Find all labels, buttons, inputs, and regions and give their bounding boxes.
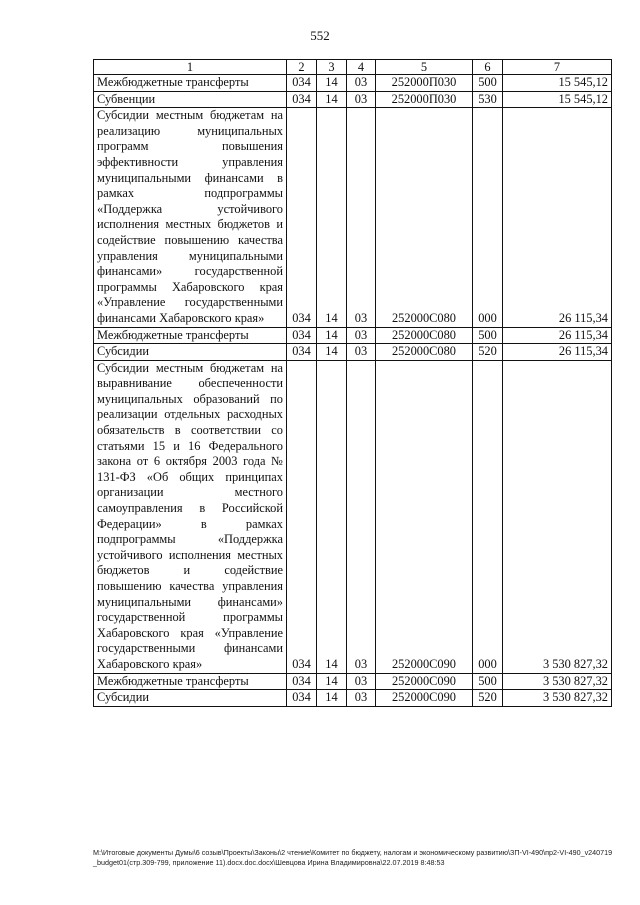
amount-cell: 26 115,34 — [503, 108, 612, 327]
target-article-cell: 252000П030 — [376, 91, 473, 108]
expense-type-cell: 500 — [473, 75, 503, 92]
target-article-cell: 252000С080 — [376, 327, 473, 344]
amount-cell: 26 115,34 — [503, 344, 612, 361]
subsection-code-cell: 03 — [347, 108, 376, 327]
row-name-cell: Субвенции — [94, 91, 287, 108]
section-code-cell: 14 — [317, 360, 347, 673]
table-header-row — [94, 60, 612, 75]
ministry-code-cell: 034 — [287, 108, 317, 327]
row-name-cell: Субсидии — [94, 690, 287, 707]
section-code-cell: 14 — [317, 75, 347, 92]
subsection-code-cell: 03 — [347, 360, 376, 673]
expense-type-cell: 500 — [473, 327, 503, 344]
table-row — [94, 673, 612, 690]
expense-type-cell: 500 — [473, 673, 503, 690]
row-name-cell: Субсидии местным бюджетам на выравнивание обеспеченности муниципальных образований по реализации отдельных расходных обязательств в соответствии со статьями 15 и 16 Федерального закона от 6 октября 2003 года № 131-ФЗ «Об общих принципах организации местного самоуправления в Российской Федерации» в рамках подпрограммы «Поддержка устойчивого исполнения местных бюджетов и содействие повышению качества управления муниципальными финансами» государственной программы Хабаровского края «Управление государственными финансами Хабаровского края» — [94, 360, 287, 673]
amount-cell: 3 530 827,32 — [503, 360, 612, 673]
column-header: 4 — [347, 60, 376, 75]
table-row — [94, 690, 612, 707]
amount-cell: 3 530 827,32 — [503, 673, 612, 690]
section-code-cell: 14 — [317, 91, 347, 108]
section-code-cell: 14 — [317, 108, 347, 327]
subsection-code-cell: 03 — [347, 344, 376, 361]
table-row — [94, 75, 612, 92]
ministry-code-cell: 034 — [287, 344, 317, 361]
row-name-cell: Межбюджетные трансферты — [94, 327, 287, 344]
subsection-code-cell: 03 — [347, 75, 376, 92]
column-header: 2 — [287, 60, 317, 75]
ministry-code-cell: 034 — [287, 360, 317, 673]
expense-type-cell: 530 — [473, 91, 503, 108]
column-header: 6 — [473, 60, 503, 75]
row-name-cell: Межбюджетные трансферты — [94, 673, 287, 690]
target-article-cell: 252000С090 — [376, 360, 473, 673]
subsection-code-cell: 03 — [347, 327, 376, 344]
expense-type-cell: 520 — [473, 344, 503, 361]
column-header: 7 — [503, 60, 612, 75]
row-name-cell: Субсидии местным бюджетам на реализацию муниципальных программ повышения эффективности управления муниципальными финансами в рамках подпрограммы «Поддержка устойчивого исполнения местных бюджетов и содействие повышению качества управления муниципальными финансами» государственной программы Хабаровского края «Управление государственными финансами Хабаровского края» — [94, 108, 287, 327]
column-header: 3 — [317, 60, 347, 75]
expense-type-cell: 000 — [473, 108, 503, 327]
section-code-cell: 14 — [317, 673, 347, 690]
table-row — [94, 327, 612, 344]
amount-cell: 26 115,34 — [503, 327, 612, 344]
ministry-code-cell: 034 — [287, 75, 317, 92]
ministry-code-cell: 034 — [287, 690, 317, 707]
ministry-code-cell: 034 — [287, 91, 317, 108]
table-row — [94, 91, 612, 108]
expense-type-cell: 520 — [473, 690, 503, 707]
section-code-cell: 14 — [317, 327, 347, 344]
amount-cell: 15 545,12 — [503, 91, 612, 108]
row-name-cell: Межбюджетные трансферты — [94, 75, 287, 92]
ministry-code-cell: 034 — [287, 673, 317, 690]
section-code-cell: 14 — [317, 690, 347, 707]
table-row — [94, 108, 612, 327]
row-name-cell: Субсидии — [94, 344, 287, 361]
amount-cell: 3 530 827,32 — [503, 690, 612, 707]
target-article-cell: 252000С080 — [376, 108, 473, 327]
target-article-cell: 252000П030 — [376, 75, 473, 92]
target-article-cell: 252000С090 — [376, 690, 473, 707]
table-row — [94, 344, 612, 361]
expense-type-cell: 000 — [473, 360, 503, 673]
subsection-code-cell: 03 — [347, 673, 376, 690]
column-header: 1 — [94, 60, 287, 75]
column-header: 5 — [376, 60, 473, 75]
section-code-cell: 14 — [317, 344, 347, 361]
budget-table — [93, 59, 612, 707]
document-footer-path: M:\Итоговые документы Думы\6 созыв\Проекты\Законы\2 чтение\Комитет по бюджету, налогам и экономическому развитию\ЗП-VI-490\пр2-VI-490_v240719_budget01(стр.309-799, приложение 11).docx.doc.docx\Шевцова Ирина Владимировна\22.07.2019 8:48:53 — [93, 848, 613, 867]
amount-cell: 15 545,12 — [503, 75, 612, 92]
subsection-code-cell: 03 — [347, 690, 376, 707]
target-article-cell: 252000С090 — [376, 673, 473, 690]
page-number: 552 — [310, 28, 330, 43]
target-article-cell: 252000С080 — [376, 344, 473, 361]
ministry-code-cell: 034 — [287, 327, 317, 344]
subsection-code-cell: 03 — [347, 91, 376, 108]
table-row — [94, 360, 612, 673]
